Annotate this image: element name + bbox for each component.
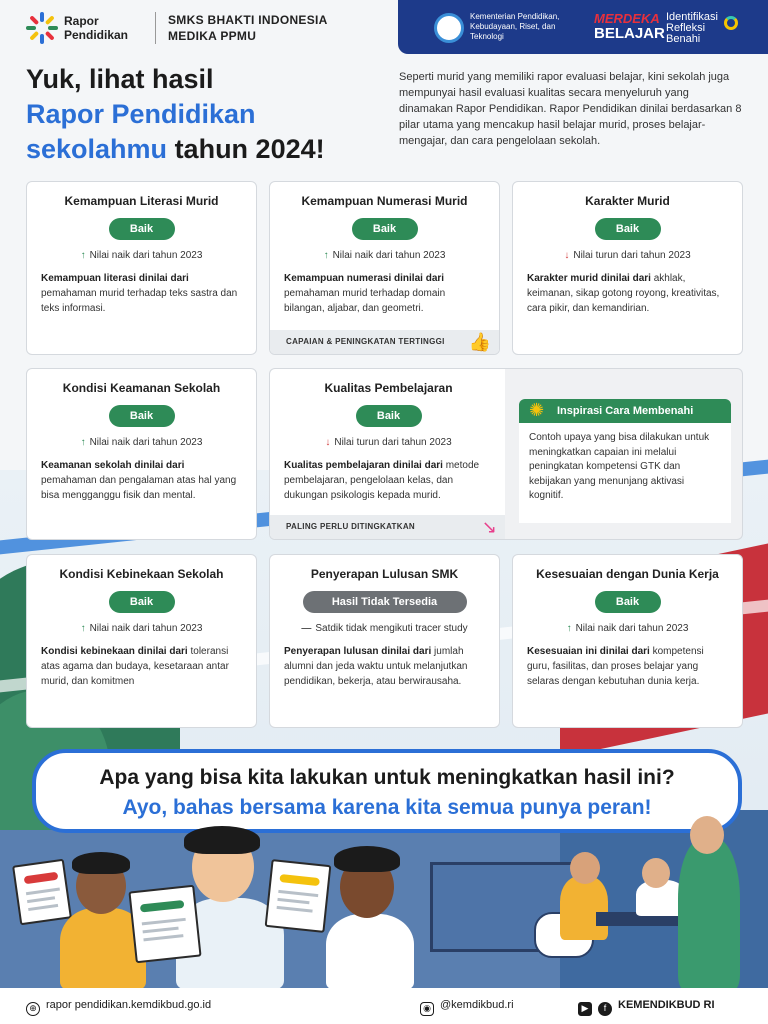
status-badge: Baik [595,218,661,240]
student-hair [184,826,260,854]
website-link[interactable] [26,999,211,1016]
trend-text [27,250,256,261]
trend-text [513,623,742,634]
description-text: kompetensi guru, fasilitas, dan proses belajar yang selaras dengan kebutuhan dunia kerja. [527,646,704,687]
instagram-link[interactable] [420,999,514,1016]
trend-text [27,623,256,634]
status-badge: Baik [109,591,175,613]
card-kualitas-pembelajaran [269,368,507,540]
card-title: Penyerapan Lulusan SMK [310,567,459,581]
status-badge: Baik [356,405,422,427]
title-line2: Rapor Pendidikan [26,99,256,129]
title-line1: Yuk, lihat hasil [26,64,214,94]
irb-identifikasi: Identifikasi [666,11,718,23]
trend-text [27,437,256,448]
description-text: pemahaman murid terhadap domain bilangan, aljabar, dan geometri. [284,288,446,314]
status-badge: Baik [352,218,418,240]
trend-label: Nilai naik dari tahun 2023 [89,437,203,448]
description-bold: Kemampuan literasi dinilai dari [41,273,189,284]
trend-label: Nilai naik dari tahun 2023 [89,623,203,634]
description-bold: Kesesuaian ini dinilai dari [527,646,650,657]
description-bold: Penyerapan lulusan dinilai dari [284,646,432,657]
title-line3-highlight: sekolahmu [26,134,168,164]
teacher-figure [560,876,608,940]
card-title: Kesesuaian dengan Dunia Kerja [536,567,719,581]
ministry-emblem-icon [434,13,464,43]
page-title [26,62,386,167]
teacher-head [570,852,600,884]
description-bold: Keamanan sekolah dinilai dari [41,460,185,471]
card-description [284,458,493,503]
trend-label: Nilai turun dari tahun 2023 [334,437,452,448]
school-name [168,12,328,44]
trend-text [270,623,499,634]
title-line3-rest: tahun 2024! [167,134,325,164]
header [0,0,768,56]
card-footer-highest: CAPAIAN & PENINGKATAN TERTINGGI [270,330,499,354]
intro-paragraph: Seperti murid yang memiliki rapor evaluasi belajar, kini sekolah juga mempunyai hasil evaluasi kualitas secara menyeluruh yang dinamakan Rapor Pendidikan. Rapor Pendidikan dinilai berdasarkan 8 pilar utama yang mencakup hasil belajar murid, proses belajar-mengajar, dan cara pengelolaan sekolah. [399,71,742,147]
card-title: Kondisi Kebinekaan Sekolah [59,567,224,581]
student-hair [72,852,130,874]
card-title: Karakter Murid [585,194,670,208]
description-text: akhlak, keimanan, sikap gotong royong, kreativitas, cara pikir, dan kemandirian. [527,273,720,314]
sun-logo-icon [26,12,58,44]
trend-text [513,250,742,261]
card-title: Kemampuan Numerasi Murid [301,194,468,208]
trend-label: Nilai naik dari tahun 2023 [89,250,203,261]
lightbulb-icon: ✺ [529,400,545,420]
status-badge: Baik [109,405,175,427]
card-literasi [26,181,257,355]
description-text: pemahaman dan pengalaman atas hal yang bisa mengganggu fisik dan mental. [41,475,237,501]
arrow-up-icon: ↑ [80,250,86,261]
arrow-down-icon: ↓ [325,437,331,448]
card-keamanan [26,368,257,540]
instagram-text: @kemdikbud.ri [440,999,514,1011]
tip-body: Contoh upaya yang bisa dilakukan untuk meningkatkan capaian ini melalui peningkatan kompetensi GTK dan kebijakan yang menunjang aktivasi kognitif. [519,423,731,523]
card-title: Kualitas Pembelajaran [324,381,453,395]
card-footer-priority: PALING PERLU DITINGKATKAN [270,515,507,539]
merdeka-text: MERDEKA [594,11,660,26]
description-text: metode pembelajaran, pengelolaan kelas, dan dukungan psikologis kepada murid. [284,460,480,501]
description-bold: Kemampuan numerasi dinilai dari [284,273,445,284]
tip-title: Inspirasi Cara Membenahi [557,405,694,417]
belajar-text: BELAJAR [594,25,665,42]
description-text: pemahaman murid terhadap teks sastra dan teks informasi. [41,288,238,314]
irb-benahi: Benahi [666,33,701,45]
irb-ring-icon [724,16,738,30]
trend-down-arrow-icon: ↘ [481,517,497,537]
status-badge: Baik [595,591,661,613]
student-figure [326,914,414,990]
card-description [527,271,728,316]
footer [0,988,768,1024]
report-paper-icon [265,859,332,933]
merdeka-belajar-logo [594,11,665,41]
card-karakter [512,181,743,355]
description-text: jumlah alumni dan jeda waktu untuk melanjutkan pendidikan, bekerja, atau berwirausaha. [284,646,468,687]
description-bold: Karakter murid dinilai dari [527,273,651,284]
card-kebinekaan [26,554,257,728]
title-line3 [26,132,386,167]
card-title: Kemampuan Literasi Murid [64,194,219,208]
trend-text [270,250,499,261]
card-title: Kondisi Keamanan Sekolah [62,381,221,395]
card-numerasi [269,181,500,355]
channels-text: KEMENDIKBUD RI [618,999,715,1011]
card-description [527,644,728,689]
status-badge: Hasil Tidak Tersedia [303,591,467,613]
student-head [642,858,670,888]
card-description [284,644,485,689]
instagram-icon: ◉ [420,1002,434,1016]
trend-label: Satdik tidak mengikuti tracer study [315,623,468,634]
dash-icon: — [301,623,312,634]
report-paper-icon [12,859,72,926]
trend-label: Nilai naik dari tahun 2023 [575,623,689,634]
facebook-icon: f [598,1002,612,1016]
arrow-up-icon: ↑ [323,250,329,261]
card-description [284,271,485,316]
tip-panel [505,368,743,540]
card-description [41,644,242,689]
ministry-name: Kementerian Pendidikan, Kebudayaan, Riset, dan Teknologi [470,12,560,41]
arrow-up-icon: ↑ [80,623,86,634]
trend-text [270,437,507,448]
arrow-up-icon: ↑ [80,437,86,448]
call-to-action [32,749,742,833]
globe-icon: ⊕ [26,1002,40,1016]
school-name-line1: SMKS BHAKTI INDONESIA [168,13,328,27]
trend-label: Nilai naik dari tahun 2023 [332,250,446,261]
irb-refleksi: Refleksi [666,22,706,34]
card-description [41,271,242,316]
card-dunia-kerja [512,554,743,728]
thumbs-up-icon: 👍 [468,332,491,352]
description-bold: Kondisi kebinekaan dinilai dari [41,646,188,657]
card-penyerapan-lulusan [269,554,500,728]
cta-question: Apa yang bisa kita lakukan untuk meningkatkan hasil ini? [99,766,675,789]
arrow-up-icon: ↑ [566,623,572,634]
logo-text: Rapor Pendidikan [64,14,129,42]
report-paper-icon [128,885,201,964]
website-text: rapor pendidikan.kemdikbud.go.id [46,999,212,1011]
irb-logo [666,12,718,45]
arrow-down-icon: ↓ [564,250,570,261]
header-divider [155,12,156,44]
school-name-line2: MEDIKA PPMU [168,29,257,43]
student-hair [334,846,400,872]
cta-answer: Ayo, bahas bersama karena kita semua punya peran! [122,796,652,819]
principal-head [690,816,724,854]
description-text: toleransi atas agama dan budaya, kesetaraan antar murid, dan komitmen [41,646,229,687]
trend-label: Nilai turun dari tahun 2023 [573,250,691,261]
principal-figure [678,838,740,990]
tip-header [519,399,731,423]
status-badge: Baik [109,218,175,240]
social-channels-link[interactable] [578,999,715,1016]
rapor-pendidikan-logo [26,12,144,44]
card-description [41,458,242,503]
youtube-icon: ▶ [578,1002,592,1016]
description-bold: Kualitas pembelajaran dinilai dari [284,460,443,471]
